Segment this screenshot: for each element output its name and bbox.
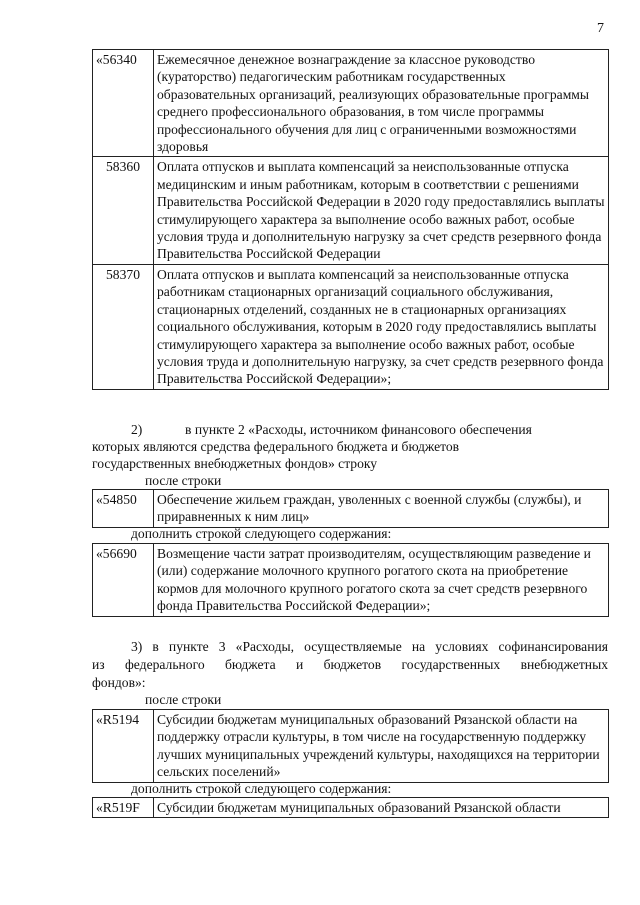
table-row (93, 50, 609, 157)
row-code: 58360 (93, 157, 154, 264)
row-description: Возмещение части затрат производителям, осуществляющим разведение и (или) содержание молочного крупного рогатого скота на приобретение кормов для молочного крупного рогатого скота за счет средств резервного фонда Правительства Российской Федерации»; (154, 544, 609, 617)
item3-line3: фондов»: (92, 675, 146, 690)
row-code: «56340 (93, 50, 154, 157)
row-description: Ежемесячное денежное вознаграждение за классное руководство (кураторство) педагогическим работникам государственных образовательных организаций, реализующих образовательные программы среднего профессионального образования, в том числе программы профессионального обучения для лиц с ограниченными возможностями здоровья (154, 50, 609, 157)
codes-table-4 (92, 709, 609, 783)
row-description: Оплата отпусков и выплата компенсаций за неиспользованные отпуска работникам стационарных организаций социального обслуживания, стационарных отделений, созданных не в стационарных организациях социального обслуживания, которым в 2020 году предоставлялись выплаты стимулирующего характера за выполнение особо важных работ, особые условия труда и дополнительную нагрузку, за счет средств резервного фонда Правительства Российской Федерации»; (154, 264, 609, 389)
item2-number: 2) (131, 422, 143, 437)
row-code: «56690 (93, 544, 154, 617)
row-description: Обеспечение жильем граждан, уволенных с военной службы (службы), и приравненных к ним лиц» (154, 490, 609, 528)
table-row (93, 544, 609, 617)
item2-add-row: дополнить строкой следующего содержания: (131, 526, 392, 541)
item2-line3: государственных внебюджетных фондов» строку (92, 456, 378, 471)
item2-line1: в пункте 2 «Расходы, источником финансового обеспечения (185, 422, 532, 437)
row-description: Субсидии бюджетам муниципальных образований Рязанской области (154, 798, 609, 818)
table-row (93, 490, 609, 528)
row-code: «R5194 (93, 710, 154, 783)
row-description: Оплата отпусков и выплата компенсаций за неиспользованные отпуска медицинским и иным работникам, которым в соответствии с решениями Правительства Российской Федерации в 2020 году предоставлялись выплаты стимулирующего характера за выполнение особо важных работ, особые условия труда и дополнительную нагрузку за счет средств резервного фонда Правительства Российской Федерации (154, 157, 609, 264)
row-description: Субсидии бюджетам муниципальных образований Рязанской области на поддержку отрасли культуры, в том числе на государственную поддержку лучших муниципальных учреждений культуры, находящихся на территории сельских поселений» (154, 710, 609, 783)
item3-line2: из федерального бюджета и бюджетов государственных внебюджетных (92, 657, 608, 672)
item3-add-row: дополнить строкой следующего содержания: (131, 781, 392, 796)
codes-table-1 (92, 49, 609, 390)
item3-line1: 3) в пункте 3 «Расходы, осуществляемые на условиях софинансирования (131, 639, 608, 654)
table-row (93, 264, 609, 389)
row-code: 58370 (93, 264, 154, 389)
item2-after-row: после строки (145, 473, 222, 488)
page-number: 7 (597, 21, 604, 36)
row-code: «R519F (93, 798, 154, 818)
item2-line2: которых являются средства федерального бюджета и бюджетов (92, 439, 460, 454)
codes-table-2 (92, 489, 609, 528)
item3-after-row: после строки (145, 692, 222, 707)
table-row (93, 798, 609, 818)
codes-table-3 (92, 543, 609, 617)
row-code: «54850 (93, 490, 154, 528)
table-row (93, 157, 609, 264)
table-row (93, 710, 609, 783)
codes-table-5 (92, 797, 609, 818)
